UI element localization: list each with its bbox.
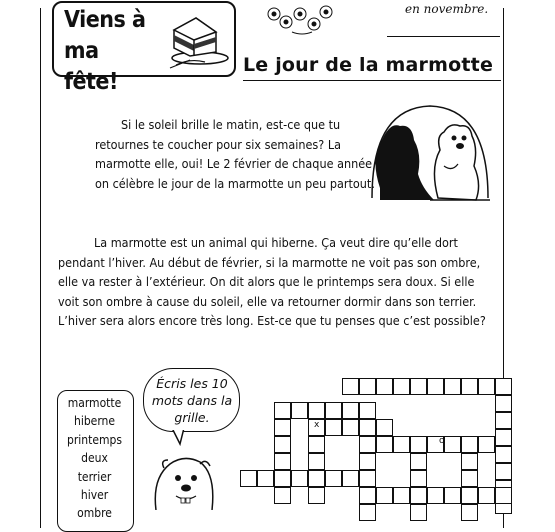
month-note: en novembre. <box>405 2 489 16</box>
crossword-cell[interactable] <box>410 453 427 470</box>
crossword-cell[interactable] <box>444 378 461 395</box>
crossword-cell[interactable] <box>342 419 359 436</box>
crossword-cell[interactable] <box>461 504 478 521</box>
crossword-cell[interactable] <box>478 378 495 395</box>
paragraph-2-text: La marmotte est un animal qui hiberne. Ça veut dire qu’elle dort pendant l’hiver. Au début de février, si la marmotte ne voit pas son ombre, elle va rester à l’extérieur. On dit alors que le printemps sera doux. Si elle voit son ombre à cause du soleil, elle va retourner dormir dans son terrier. L’hiver sera alors encore très long. Est-ce que tu penses que c’est possible? <box>58 235 486 328</box>
crossword-cell[interactable] <box>478 436 495 453</box>
crossword-cell[interactable] <box>325 419 342 436</box>
crossword-cell[interactable] <box>495 395 512 412</box>
crossword-cell[interactable] <box>325 402 342 419</box>
crossword-cell[interactable] <box>274 487 291 504</box>
crossword-cell[interactable] <box>461 453 478 470</box>
crossword-cell[interactable] <box>359 402 376 419</box>
crossword-cell[interactable] <box>376 436 393 453</box>
crossword-cell[interactable] <box>410 378 427 395</box>
title-line-1: Viens à <box>64 7 146 33</box>
crossword-mark-o: o <box>439 436 445 446</box>
crossword-cell[interactable] <box>325 470 342 487</box>
crossword-cell[interactable] <box>342 470 359 487</box>
crossword-cell[interactable] <box>495 378 512 395</box>
crossword-cell[interactable] <box>342 402 359 419</box>
crossword-cell[interactable] <box>359 378 376 395</box>
crossword-cell[interactable] <box>342 378 359 395</box>
crossword-mark-x: x <box>314 420 320 430</box>
crossword-cell[interactable] <box>274 453 291 470</box>
crossword-cell[interactable] <box>274 436 291 453</box>
crossword-cell[interactable] <box>308 470 325 487</box>
crossword-cell[interactable] <box>495 446 512 463</box>
word-item: marmotte <box>67 396 122 410</box>
crossword-cell[interactable] <box>308 436 325 453</box>
crossword-cell[interactable] <box>274 402 291 419</box>
instruction-text: Écris les 10 mots dans la grille. <box>151 376 233 425</box>
article-heading: Le jour de la marmotte <box>243 54 494 76</box>
crossword-cell[interactable] <box>359 504 376 521</box>
crossword-cell[interactable] <box>495 463 512 480</box>
crossword-cell[interactable] <box>240 470 257 487</box>
crossword-cell[interactable] <box>461 487 478 504</box>
crossword-cell[interactable] <box>291 402 308 419</box>
crossword-cell[interactable] <box>359 487 376 504</box>
crossword-cell[interactable] <box>308 487 325 504</box>
crossword-cell[interactable] <box>359 419 376 436</box>
crossword-cell[interactable] <box>444 436 461 453</box>
crossword-cell[interactable] <box>359 470 376 487</box>
crossword-cell[interactable] <box>427 487 444 504</box>
crossword-cell[interactable] <box>410 470 427 487</box>
crossword-cell[interactable] <box>376 419 393 436</box>
crossword-cell[interactable] <box>393 487 410 504</box>
crossword-cell[interactable] <box>393 436 410 453</box>
crossword-cell[interactable] <box>274 470 291 487</box>
word-item: ombre <box>77 506 112 521</box>
word-item: terrier <box>77 469 112 484</box>
paragraph-1-text: Si le soleil brille le matin, est-ce que tu retournes te coucher pour six semaines? La marmotte elle, oui! Le 2 février de chaque année, on célèbre le jour de la marmotte un peu partout. <box>95 117 376 191</box>
crossword-cell[interactable] <box>427 378 444 395</box>
crossword-cell[interactable] <box>495 429 512 446</box>
crossword-cell[interactable] <box>410 436 427 453</box>
crossword-cell[interactable] <box>461 378 478 395</box>
crossword-cell[interactable] <box>444 487 461 504</box>
crossword-cell[interactable] <box>495 487 512 504</box>
crossword-cell[interactable] <box>410 504 427 521</box>
crossword-cell[interactable] <box>257 470 274 487</box>
crossword-cell[interactable] <box>274 419 291 436</box>
word-item: deux <box>81 451 108 466</box>
crossword-cell[interactable] <box>461 470 478 487</box>
crossword-cell[interactable] <box>461 436 478 453</box>
crossword-cell[interactable] <box>359 436 376 453</box>
word-item: hiberne <box>73 414 116 429</box>
word-item: printemps <box>66 432 122 447</box>
crossword-cell[interactable] <box>495 412 512 429</box>
crossword-cell[interactable] <box>359 453 376 470</box>
crossword-cell[interactable] <box>393 378 410 395</box>
word-item: hiver <box>80 488 109 503</box>
crossword-cell[interactable] <box>410 487 427 504</box>
crossword-cell[interactable] <box>376 487 393 504</box>
crossword-cell[interactable] <box>376 378 393 395</box>
crossword-cell[interactable] <box>308 402 325 419</box>
crossword-cell[interactable] <box>291 470 308 487</box>
crossword-cell[interactable] <box>478 487 495 504</box>
title-line-2: ma fête! <box>64 38 118 95</box>
crossword-cell[interactable] <box>308 453 325 470</box>
